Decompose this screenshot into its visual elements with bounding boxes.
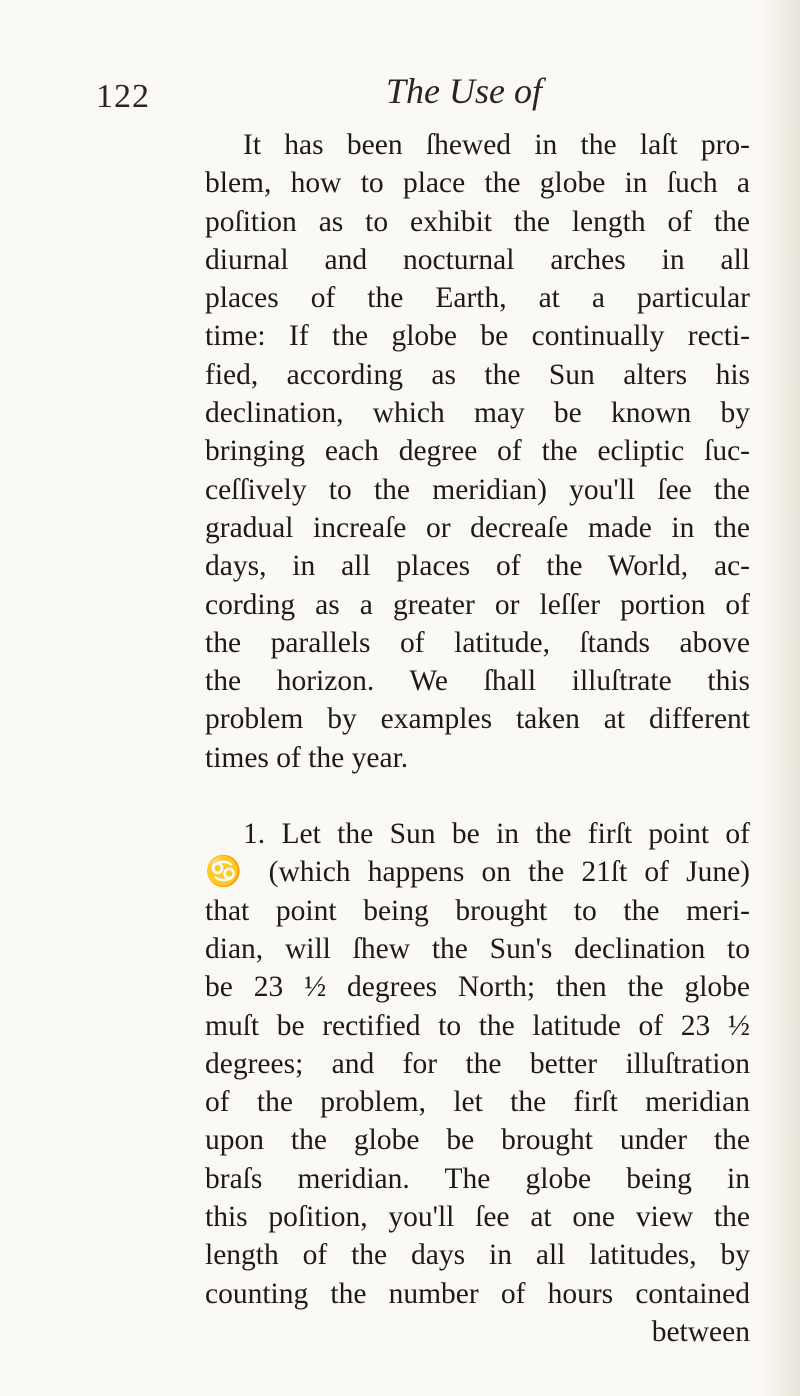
- paragraph-gap: [205, 777, 750, 815]
- text-line: 1. Let the Sun be in the firſt point of: [243, 818, 750, 851]
- text-line: be 23 ½ degrees North; then the globe: [205, 971, 750, 1004]
- paragraph-1: [205, 126, 750, 777]
- text-line: days, in all places of the World, ac-: [205, 550, 750, 583]
- text-line: blem, how to place the globe in ſuch a: [205, 167, 750, 200]
- page-number: 122: [96, 78, 150, 115]
- text-line: muſt be rectified to the latitude of 23 ½: [205, 1009, 750, 1042]
- text-line: length of the days in all latitudes, by: [205, 1239, 750, 1272]
- text-line: time: If the globe be continually recti-: [205, 320, 750, 353]
- text-line: ♋ (which happens on the 21ſt of June): [205, 856, 750, 889]
- text-line: dian, will ſhew the Sun's declination to: [205, 932, 750, 965]
- text-line: braſs meridian. The globe being in: [205, 1162, 750, 1195]
- text-line: diurnal and nocturnal arches in all: [205, 243, 750, 276]
- text-line: upon the globe be brought under the: [205, 1124, 750, 1157]
- text-line: places of the Earth, at a particular: [205, 282, 750, 315]
- page-edge-shadow: [760, 0, 800, 1396]
- text-line: cording as a greater or leſſer portion of: [205, 588, 750, 621]
- catchword: between: [651, 1315, 750, 1348]
- text-line: fied, according as the Sun alters his: [205, 358, 750, 391]
- text-line: declination, which may be known by: [205, 397, 750, 430]
- text-line: It has been ſhewed in the laſt pro-: [243, 129, 750, 161]
- text-line: ceſſively to the meridian) you'll ſee the: [205, 473, 750, 506]
- text-line: gradual increaſe or decreaſe made in the: [205, 511, 750, 544]
- text-line: counting the number of hours contained: [205, 1277, 750, 1310]
- text-line: problem by examples taken at different: [205, 703, 750, 736]
- text-line: of the problem, let the firſt meridian: [205, 1086, 750, 1119]
- text-line: bringing each degree of the ecliptic ſuc-: [205, 435, 750, 468]
- text-line: degrees; and for the better illuſtration: [205, 1047, 750, 1080]
- text-line: poſition as to exhibit the length of the: [205, 205, 750, 238]
- body-text: [205, 126, 750, 1351]
- text-line: the parallels of latitude, ſtands above: [205, 626, 750, 659]
- text-line: that point being brought to the meri-: [205, 894, 750, 927]
- text-line: times of the year.: [205, 741, 409, 774]
- text-line: the horizon. We ſhall illuſtrate this: [205, 665, 750, 698]
- text-line: this poſition, you'll ſee at one view the: [205, 1201, 750, 1234]
- running-head: The Use of: [386, 71, 542, 111]
- paragraph-2: [205, 815, 750, 1313]
